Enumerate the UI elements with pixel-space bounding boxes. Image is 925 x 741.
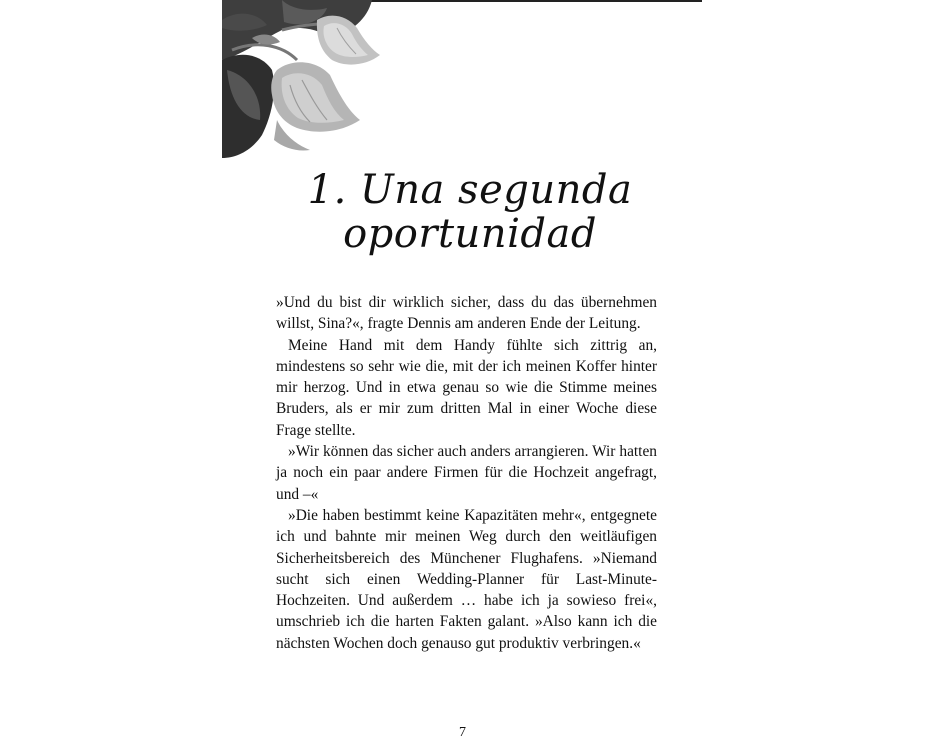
- paragraph: »Und du bist dir wirklich sicher, dass du das übernehmen willst, Sina?«, fragte Dennis am anderen Ende der Leitung.: [276, 294, 657, 333]
- chapter-title-line-2: oportunidad: [343, 211, 597, 257]
- chapter-title: [300, 168, 640, 256]
- paragraph: »Wir können das sicher auch anders arrangieren. Wir hatten ja noch ein paar andere Firmen für die Hochzeit angefragt, und –«: [276, 443, 657, 503]
- paragraph: »Die haben bestimmt keine Kapazitäten mehr«, entgegnete ich und bahnte mir meinen Weg durch den weitläufigen Sicherheitsbereich des Münchener Flughafens. »Niemand sucht sich einen Wedding-Planner für Last-Minute-Hochzeiten. Und außerdem … habe ich ja sowieso frei«, umschrieb ich die harten Fakten galant. »Also kann ich die nächsten Wochen doch genauso gut produktiv verbringen.«: [276, 506, 657, 652]
- bellflower-icon: [222, 0, 382, 160]
- paragraph: Meine Hand mit dem Handy fühlte sich zittrig an, mindestens so sehr wie die, mit der ich meinen Koffer hinter mir herzog. Und in etwa genau so wie die Stimme meines Bruders, als er mir zum dritten Mal in einer Woche diese Frage stellte.: [276, 336, 657, 439]
- chapter-title-line-1: 1. Una segunda: [307, 167, 633, 213]
- chapter-body-text: [276, 292, 657, 654]
- page-number: 7: [459, 725, 466, 740]
